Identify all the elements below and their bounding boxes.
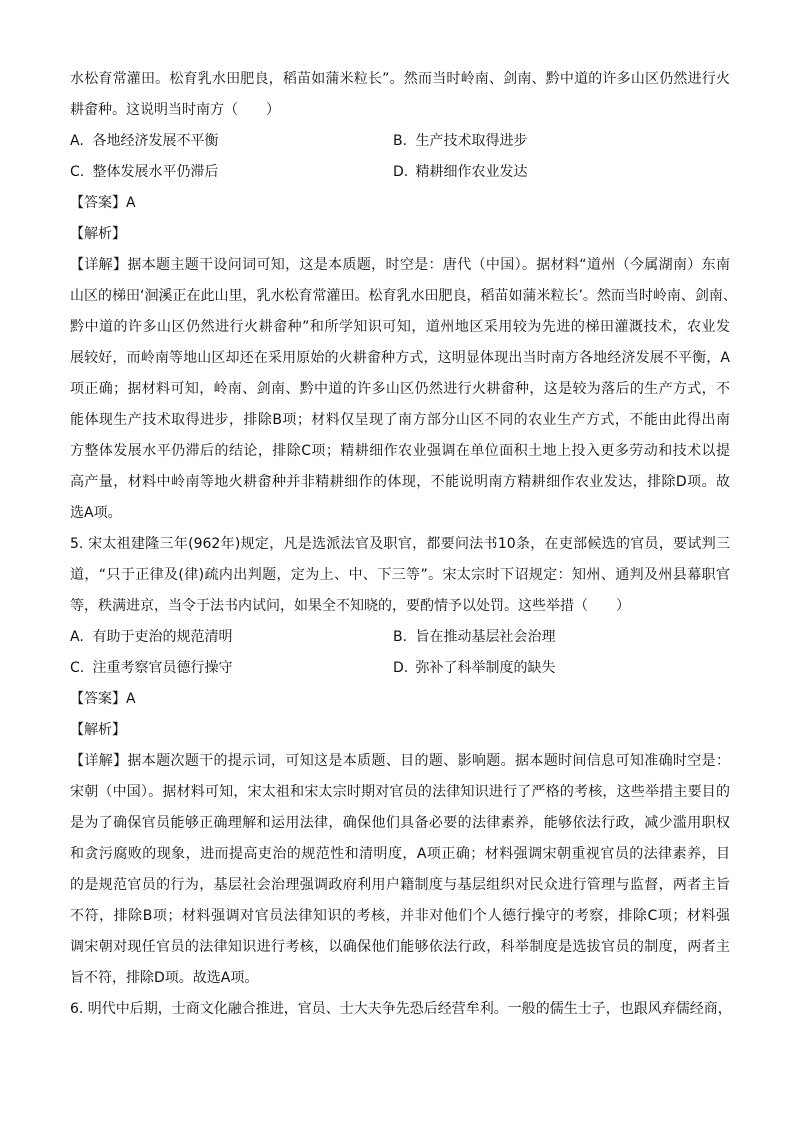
question-6 [70,994,730,1025]
explanation-line: 能体现生产技术取得进步，排除B项；材料仅呈现了南方部分山区不同的农业生产方式，不能由此得出南 [70,412,730,428]
option-a: A. 各地经济发展不平衡 [70,133,219,149]
analysis-heading: 【解析】 [70,722,126,738]
option-b: B. 旨在推动基层社会治理 [393,629,556,645]
explanation-line: 宋朝（中国）。据材料可知，宋太祖和宋太宗时期对官员的法律知识进行了严格的考核，这些举措主要目的 [70,784,730,800]
explanation-line: 和贪污腐败的现象，进而提高吏治的规范性和清明度，A项正确；材料强调宋朝重视官员的法律素养，目 [70,846,730,862]
question-stem-line: 耕畲种。这说明当时南方（ ） [70,102,280,118]
explanation-line: 【详解】据本题主题干设问词可知，这是本质题，时空是：唐代（中国）。据材料“道州（今属湖南）东南 [70,257,730,273]
option-d: D. 精耕细作农业发达 [393,164,528,180]
question-stem-line: 水松育常灌田。松育乳水田肥良，稻苗如蒲米粒长”。然而当时岭南、剑南、黔中道的许多山区仍然进行火 [70,71,730,87]
explanation-line: 高产量，材料中岭南等地火耕畲种并非精耕细作的体现，不能说明南方精耕细作农业发达，排除D项。故 [70,474,730,490]
explanation-line: 【详解】据本题次题干的提示词，可知这是本质题、目的题、影响题。据本题时间信息可知准确时空是： [70,753,730,769]
question-4-continuation [70,64,737,529]
options-row [70,622,730,653]
options-row [70,653,730,684]
explanation-line: 黔中道的许多山区仍然进行火耕畲种”和所学知识可知，道州地区采用较为先进的梯田灌溉技术，农业发 [70,319,730,335]
explanation-line: 项正确；据材料可知，岭南、剑南、黔中道的许多山区仍然进行火耕畲种，这是较为落后的生产方式，不 [70,381,730,397]
question-stem-line: 等，秩满进京，当令于法书内试问，如果全不知晓的，要酌情予以处罚。这些举措（ ） [70,598,630,614]
option-a: A. 有助于吏治的规范清明 [70,629,233,645]
option-b: B. 生产技术取得进步 [393,133,528,149]
question-stem-line: 5. 宋太祖建隆三年(962年)规定，凡是选派法官及职官，都要问法书10条，在吏部候选的官员，要试判三 [70,536,730,552]
option-c: C. 整体发展水平仍滞后 [70,164,219,180]
analysis-heading: 【解析】 [70,226,126,242]
explanation-line: 不符，排除B项；材料强调对官员法律知识的考核，并非对他们个人德行操守的考察，排除C项；材料强 [70,908,730,924]
question-stem-line: 道，“只于正律及(律)疏内出判题，定为上、中、下三等”。宋太宗时下诏规定：知州、通判及州县幕职官 [70,567,730,583]
question-5 [70,529,730,994]
explanation-line: 是为了确保官员能够正确理解和运用法律，确保他们具备必要的法律素养，能够依法行政，减少滥用职权 [70,815,730,831]
answer-line: 【答案】A [70,691,136,707]
options-row [70,157,730,188]
explanation-line: 山区的梯田‘洄溪正在此山里，乳水松育常灌田。松育乳水田肥良，稻苗如蒲米粒长’。然而当时岭南、剑南、 [70,288,737,304]
explanation-line: 展较好，而岭南等地山区却还在采用原始的火耕畲种方式，这明显体现出当时南方各地经济发展不平衡，A [70,350,730,366]
explanation-line: 旨不符，排除D项。故选A项。 [70,970,259,986]
explanation-line: 调宋朝对现任官员的法律知识进行考核，以确保他们能够依法行政，科举制度是选拔官员的制度，两者主 [70,939,730,955]
option-c: C. 注重考察官员德行操守 [70,660,233,676]
document-page [70,64,737,1025]
explanation-line: 方整体发展水平仍滞后的结论，排除C项；精耕细作农业强调在单位面积土地上投入更多劳动和技术以提 [70,443,730,459]
answer-line: 【答案】A [70,195,136,211]
explanation-line: 选A项。 [70,505,122,521]
explanation-line: 的是规范官员的行为，基层社会治理强调政府利用户籍制度与基层组织对民众进行管理与监督，两者主旨 [70,877,730,893]
question-stem-line: 6. 明代中后期，士商文化融合推进，官员、士大夫争先恐后经营牟利。一般的儒生士子，也跟风弃儒经商， [70,1001,732,1017]
options-row [70,126,730,157]
option-d: D. 弥补了科举制度的缺失 [393,660,556,676]
